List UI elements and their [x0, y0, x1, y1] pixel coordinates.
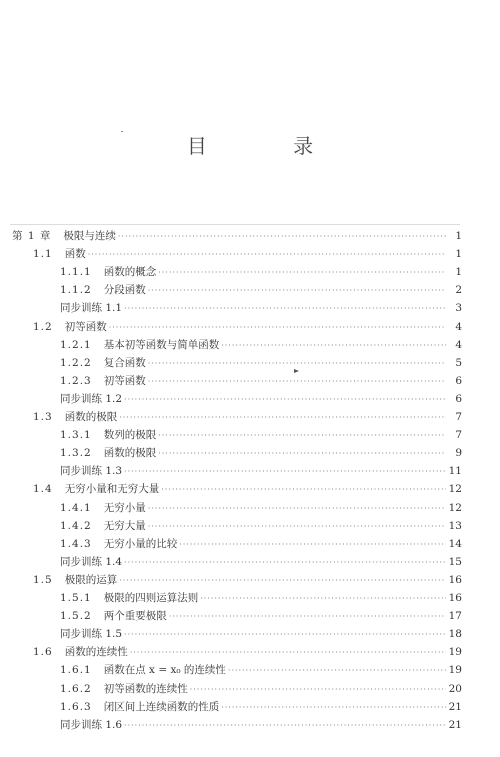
toc-entry[interactable] — [33, 318, 462, 336]
toc-entry-label — [60, 336, 219, 354]
toc-entry-label — [33, 408, 117, 426]
toc-entry-number: 1.1.1 — [60, 266, 92, 279]
toc-entry-title: 同步训练 1.3 — [60, 465, 123, 478]
dot-leader — [221, 699, 446, 717]
toc-entry[interactable] — [60, 517, 462, 535]
toc-entry-page: 13 — [448, 519, 462, 532]
toc-entry-page: 6 — [455, 392, 462, 405]
dot-leader — [158, 445, 446, 463]
toc-entry[interactable] — [33, 408, 462, 426]
toc-entry-page: 19 — [448, 646, 462, 659]
toc-entry-title: 函数在点 x = x₀ 的连续性 — [103, 664, 226, 677]
toc-entry-number: 1.3.2 — [60, 447, 92, 460]
toc-entry-number: 1.2.3 — [60, 374, 92, 387]
toc-entry[interactable] — [60, 372, 462, 390]
toc-entry-page: 16 — [448, 573, 462, 586]
dot-leader — [130, 644, 446, 662]
toc-entry-label — [33, 643, 128, 661]
toc-entry[interactable] — [60, 390, 462, 408]
toc-entry-label — [60, 625, 122, 643]
toc-entry-title: 极限的四则运算法则 — [103, 592, 199, 604]
toc-entry-label — [60, 589, 198, 607]
page-title: 目 录 — [186, 134, 354, 158]
toc-entry-page: 11 — [448, 465, 462, 478]
toc-entry[interactable] — [60, 607, 462, 625]
toc-entry-title: 初等函数 — [103, 374, 146, 387]
dot-leader — [200, 590, 446, 608]
toc-entry-label — [60, 281, 146, 299]
toc-entry-number: 1.6.2 — [60, 682, 92, 695]
toc-entry-title: 初等函数 — [64, 320, 107, 333]
toc-entry-number: 1.6.3 — [60, 700, 92, 713]
toc-entry-label — [60, 354, 146, 372]
toc-entry-number: 1.2.1 — [60, 338, 92, 351]
toc-entry-label — [60, 553, 122, 571]
toc-entry-title: 分段函数 — [103, 284, 146, 297]
toc-entry[interactable] — [33, 480, 462, 498]
toc-entry-label — [60, 716, 122, 734]
toc-entry-label — [60, 372, 146, 390]
toc-entry-title: 初等函数的连续性 — [103, 682, 188, 695]
toc-entry-page: 3 — [455, 302, 462, 315]
toc-entry[interactable] — [60, 263, 462, 281]
toc-entry[interactable] — [60, 698, 462, 716]
toc-entry-title: 函数的极限 — [103, 447, 157, 460]
dot-leader — [124, 300, 446, 318]
toc-entry-title: 函数 — [64, 248, 86, 261]
toc-entry[interactable] — [60, 716, 462, 734]
toc-entry-label — [33, 245, 86, 263]
toc-entry-label — [60, 698, 219, 716]
toc-entry[interactable] — [60, 661, 462, 679]
toc-entry[interactable] — [60, 535, 462, 553]
toc-entry[interactable] — [60, 553, 462, 571]
dot-leader — [221, 337, 446, 355]
toc-entry-page: 4 — [455, 320, 462, 333]
dot-leader — [124, 626, 446, 644]
header-divider — [10, 224, 460, 225]
toc-entry-page: 5 — [455, 356, 462, 369]
dot-leader — [109, 319, 446, 337]
toc-entry-title: 无穷小量的比较 — [103, 537, 178, 550]
toc-entry-title: 极限的运算 — [64, 573, 118, 586]
toc-entry-label — [60, 680, 188, 698]
toc-entry-page: 1 — [455, 266, 462, 279]
toc-entry-number: 1.5.1 — [60, 592, 92, 604]
toc-entry-number: 1.1 — [33, 248, 53, 261]
toc-entry-label — [60, 426, 156, 444]
toc-entry-title: 函数的概念 — [103, 266, 157, 279]
toc-entry[interactable] — [60, 299, 462, 317]
toc-entry[interactable] — [60, 625, 462, 643]
toc-entry-title: 无穷大量 — [103, 519, 146, 532]
toc-entry-page: 20 — [448, 682, 462, 695]
toc-entry[interactable] — [60, 444, 462, 462]
toc-entry-title: 基本初等函数与简单函数 — [103, 338, 220, 351]
toc-entry-number: 1.2 — [33, 320, 53, 333]
toc-entry-title: 数列的极限 — [103, 429, 157, 442]
toc-entry-label — [12, 227, 116, 245]
toc-entry-title: 闭区间上连续函数的性质 — [103, 700, 220, 713]
toc-entry-number: 1.3 — [33, 411, 53, 423]
toc-entry-label — [60, 390, 122, 408]
toc-entry-label — [33, 571, 117, 589]
dot-leader — [119, 572, 446, 590]
toc-entry-number: 1.6.1 — [60, 664, 92, 677]
toc-entry-number: 1.6 — [33, 646, 53, 659]
toc-entry-number: 1.4.1 — [60, 501, 92, 514]
dot-leader — [190, 681, 446, 699]
toc-entry-title: 函数的极限 — [64, 411, 118, 423]
dot-leader — [124, 554, 446, 572]
dot-leader — [148, 355, 446, 373]
toc-entry-page: 1 — [455, 248, 462, 261]
toc-entry[interactable] — [33, 571, 462, 589]
toc-entry[interactable] — [60, 336, 462, 354]
toc-entry[interactable] — [60, 426, 462, 444]
toc-entry-number: 1.4 — [33, 483, 53, 496]
toc-entry-page: 17 — [448, 610, 462, 623]
toc-entry-title: 同步训练 1.4 — [60, 555, 123, 568]
toc-entry-number: 1.5.2 — [60, 610, 92, 623]
toc-entry-number: 1.1.2 — [60, 284, 92, 297]
toc-entry-page: 21 — [448, 700, 462, 713]
toc-entry-title: 极限与连续 — [63, 230, 116, 242]
toc-entry-page: 21 — [448, 718, 462, 731]
toc-entry[interactable] — [60, 680, 462, 698]
toc-entry-title: 无穷小量和无穷大量 — [64, 483, 160, 496]
toc-entry-number: 1.2.2 — [60, 356, 92, 369]
toc-entry[interactable] — [33, 245, 462, 263]
toc-entry[interactable] — [60, 462, 462, 480]
dot-leader — [124, 463, 446, 481]
toc-entry-page: 18 — [448, 628, 462, 641]
toc-entry-title: 同步训练 1.1 — [60, 302, 123, 315]
dot-leader — [148, 518, 446, 536]
toc-entry-page: 7 — [455, 411, 462, 423]
toc-entry-page: 1 — [455, 230, 462, 242]
dot-leader — [179, 536, 446, 554]
toc-entry[interactable] — [60, 589, 462, 607]
dot-leader — [161, 481, 446, 499]
toc-entry-title: 同步训练 1.2 — [60, 392, 123, 405]
toc-entry-number: 1.5 — [33, 573, 53, 586]
toc-entry-label — [60, 444, 156, 462]
toc-entry-title: 同步训练 1.5 — [60, 628, 123, 641]
toc-entry-page: 6 — [455, 374, 462, 387]
toc-entry-number: 1.3.1 — [60, 429, 92, 442]
toc-entry[interactable] — [60, 354, 462, 372]
toc-entry-label — [60, 263, 156, 281]
dot-leader — [88, 246, 446, 264]
toc-entry-title: 复合函数 — [103, 356, 146, 369]
dot-leader — [148, 373, 446, 391]
dot-leader — [148, 282, 446, 300]
dot-leader — [124, 391, 446, 409]
toc-entry-page: 4 — [455, 338, 462, 351]
toc-entry-page: 7 — [455, 429, 462, 442]
toc-entry-label — [60, 299, 122, 317]
toc-entry-label — [60, 499, 146, 517]
toc-entry[interactable] — [33, 643, 462, 661]
dot-leader — [124, 717, 446, 735]
toc-entry-page: 9 — [455, 447, 462, 460]
toc-entry-title: 函数的连续性 — [64, 646, 128, 659]
dot-leader — [158, 427, 446, 445]
toc-entry-label — [60, 462, 122, 480]
toc-entry-label — [60, 607, 167, 625]
toc-entry[interactable] — [12, 227, 462, 245]
dot-leader — [158, 264, 446, 282]
toc-entry-page: 12 — [448, 501, 462, 514]
toc-entry[interactable] — [60, 499, 462, 517]
dot-leader — [148, 500, 446, 518]
toc-entry-page: 16 — [448, 592, 462, 604]
toc-entry-number: 1.4.2 — [60, 519, 92, 532]
toc-entry-page: 19 — [448, 664, 462, 677]
toc-entry-label — [33, 318, 107, 336]
toc-entry-number: 第 1 章 — [12, 230, 52, 242]
dot-leader — [119, 409, 446, 427]
toc-entry-page: 15 — [448, 555, 462, 568]
dot-leader — [169, 608, 446, 626]
toc-entry-label — [60, 517, 146, 535]
toc-entry-number: 1.4.3 — [60, 537, 92, 550]
dot-leader — [228, 662, 446, 680]
toc-entry-title: 同步训练 1.6 — [60, 718, 123, 731]
toc-entry[interactable] — [60, 281, 462, 299]
toc-entry-title: 两个重要极限 — [103, 610, 167, 623]
toc-entry-label — [33, 480, 159, 498]
toc-entry-page: 14 — [448, 537, 462, 550]
toc-entry-label — [60, 661, 226, 679]
toc-entry-page: 2 — [455, 284, 462, 297]
toc-entry-page: 12 — [448, 483, 462, 496]
dot-leader — [118, 228, 446, 246]
toc-entry-label — [60, 535, 177, 553]
toc-entry-title: 无穷小量 — [103, 501, 146, 514]
